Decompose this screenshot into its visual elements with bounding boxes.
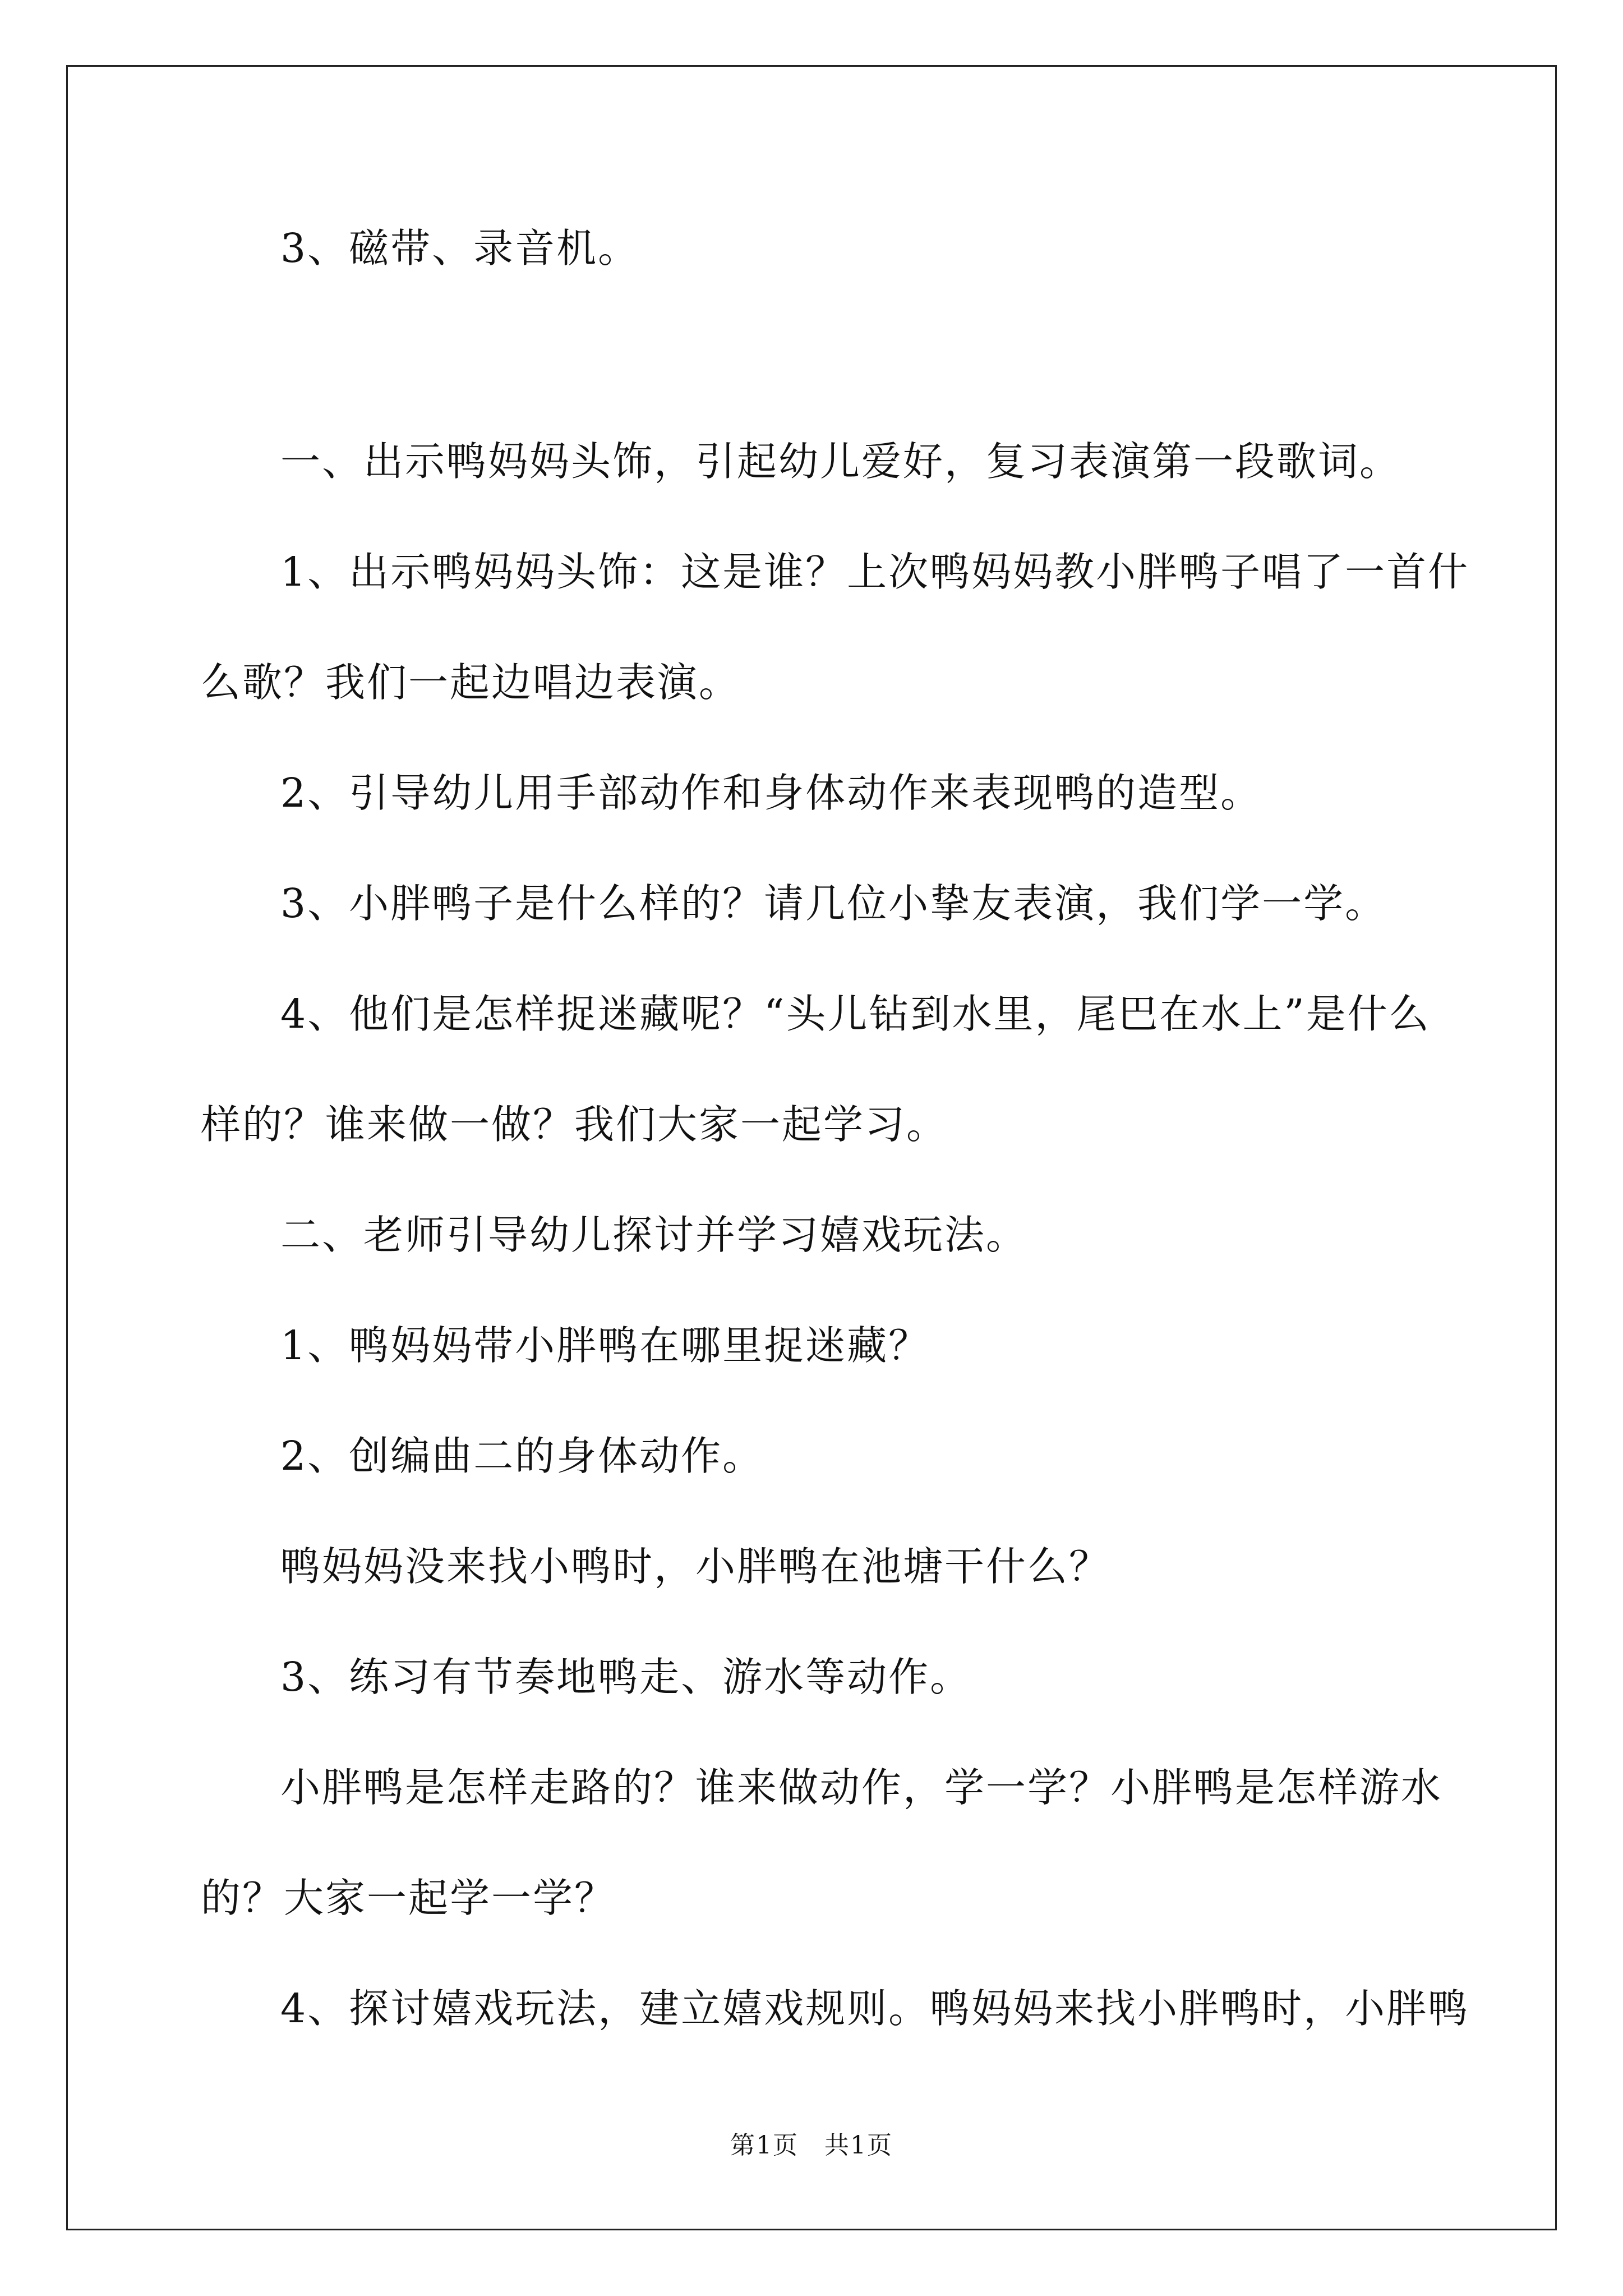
text-line-16: 4、探讨嬉戏玩法，建立嬉戏规则。鸭妈妈来找小胖鸭时，小胖鸭	[280, 1985, 1470, 2032]
text-line-2: 一、出示鸭妈妈头饰，引起幼儿爱好，复习表演第一段歌词。	[280, 438, 1401, 485]
text-line-5: 2、引导幼儿用手部动作和身体动作来表现鸭的造型。	[280, 770, 1262, 816]
text-line-9: 二、老师引导幼儿探讨并学习嬉戏玩法。	[280, 1212, 1028, 1258]
text-line-15: 的？大家一起学一学？	[201, 1875, 616, 1921]
text-line-3: 1、出示鸭妈妈头饰：这是谁？上次鸭妈妈教小胖鸭子唱了一首什	[280, 549, 1470, 595]
text-line-7: 4、他们是怎样捉迷藏呢？“头儿钻到水里，尾巴在水上”是什么	[280, 991, 1431, 1037]
text-line-11: 2、创编曲二的身体动作。	[280, 1433, 764, 1479]
page-number-footer: 第1页 共1页	[730, 2131, 893, 2160]
text-line-4: 么歌？我们一起边唱边表演。	[201, 659, 741, 706]
text-line-13: 3、练习有节奏地鸭走、游水等动作。	[280, 1654, 972, 1700]
text-line-10: 1、鸭妈妈带小胖鸭在哪里捉迷藏？	[280, 1322, 930, 1369]
text-line-8: 样的？谁来做一做？我们大家一起学习。	[201, 1101, 948, 1148]
text-line-14: 小胖鸭是怎样走路的？谁来做动作，学一学？小胖鸭是怎样游水	[280, 1764, 1443, 1811]
text-line-6: 3、小胖鸭子是什么样的？请几位小挚友表演，我们学一学。	[280, 880, 1387, 927]
text-line-12: 鸭妈妈没来找小鸭时，小胖鸭在池塘干什么？	[280, 1543, 1111, 1590]
text-line-1: 3、磁带、录音机。	[280, 225, 640, 272]
